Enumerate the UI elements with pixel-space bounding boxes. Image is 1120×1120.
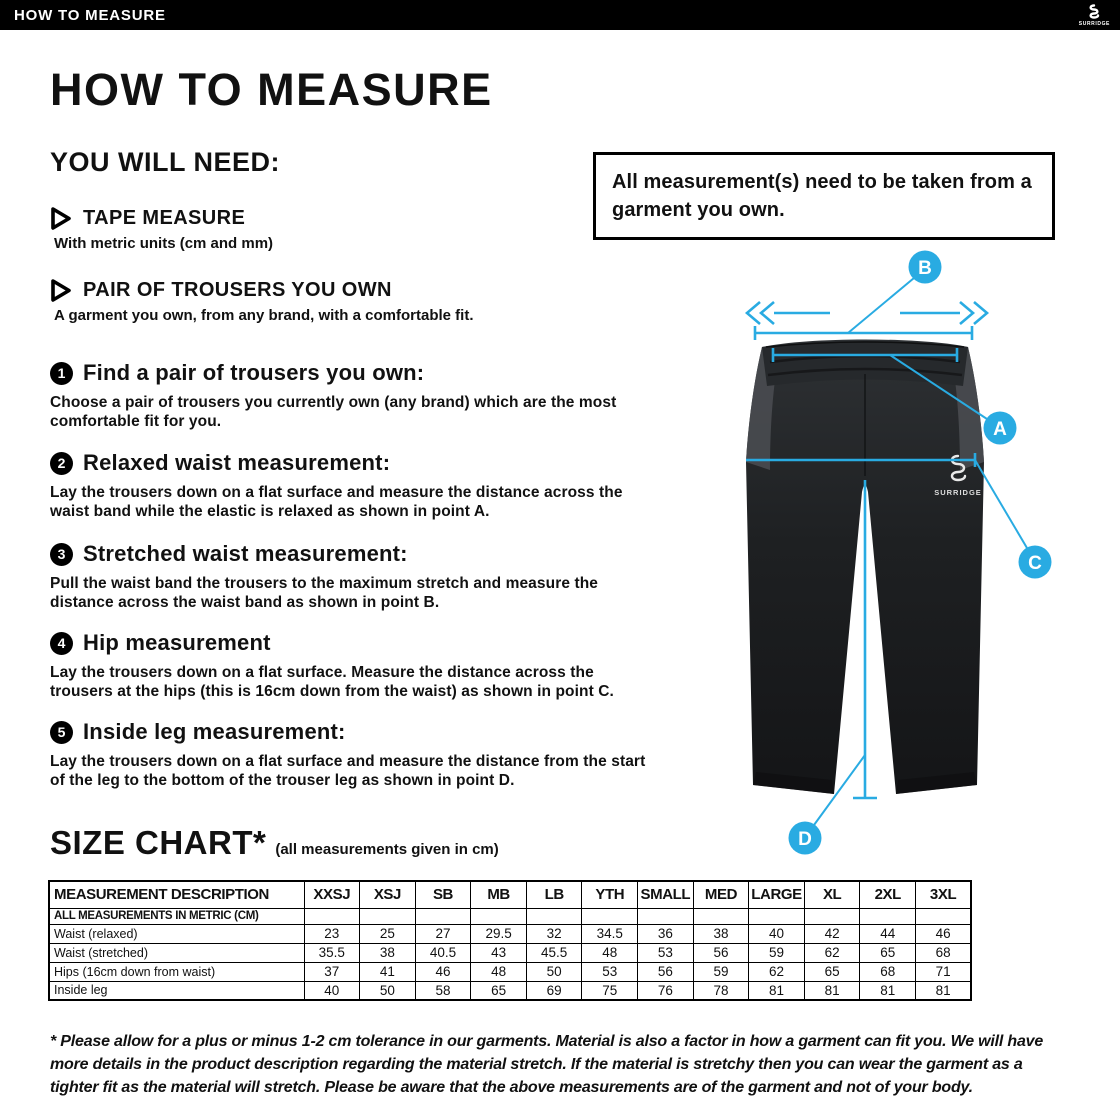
step-number-badge: 3	[50, 543, 73, 566]
top-bar-title: HOW TO MEASURE	[14, 6, 166, 24]
svg-text:D: D	[798, 829, 812, 850]
size-chart-title: SIZE CHART*	[50, 824, 267, 861]
size-value-cell: 37	[304, 962, 360, 981]
surridge-logo	[1079, 4, 1110, 27]
size-value-cell: 81	[804, 981, 860, 1000]
size-value-cell: 34.5	[582, 924, 638, 943]
empty-cell	[471, 908, 527, 924]
size-value-cell: 69	[526, 981, 582, 1000]
size-value-cell: 81	[916, 981, 972, 1000]
need-item-subtitle: With metric units (cm and mm)	[54, 235, 274, 252]
step-title: Find a pair of trousers you own:	[83, 360, 425, 385]
empty-cell	[582, 908, 638, 924]
column-header: XXSJ	[304, 881, 360, 908]
size-value-cell: 68	[860, 962, 916, 981]
step-title: Inside leg measurement:	[83, 719, 346, 744]
size-value-cell: 48	[471, 962, 527, 981]
point-d-badge	[789, 822, 822, 855]
step-body: Choose a pair of trousers you currently own (any brand) which are the most comfortable fit for you.	[50, 394, 617, 430]
top-bar	[0, 0, 1120, 30]
step-title: Hip measurement	[83, 630, 271, 655]
step-body: Lay the trousers down on a flat surface and measure the distance across the waist band while the elastic is relaxed as shown in point A.	[50, 484, 623, 520]
size-chart-header-row	[49, 881, 971, 908]
metric-note-row	[49, 908, 971, 924]
need-item-title: TAPE MEASURE	[83, 207, 246, 229]
svg-text:A: A	[993, 419, 1007, 440]
measurement-label-cell: Hips (16cm down from waist)	[49, 962, 304, 981]
size-value-cell: 50	[360, 981, 416, 1000]
svg-text:C: C	[1028, 553, 1042, 574]
size-value-cell: 81	[749, 981, 805, 1000]
column-header: MED	[693, 881, 749, 908]
size-value-cell: 58	[415, 981, 471, 1000]
column-header: YTH	[582, 881, 638, 908]
column-header: MB	[471, 881, 527, 908]
size-chart-table	[48, 880, 972, 1001]
point-b-badge	[909, 251, 942, 284]
column-header: XL	[804, 881, 860, 908]
size-row	[49, 981, 971, 1000]
column-header: LARGE	[749, 881, 805, 908]
size-value-cell: 71	[916, 962, 972, 981]
size-value-cell: 40	[749, 924, 805, 943]
size-value-cell: 36	[638, 924, 694, 943]
size-value-cell: 65	[860, 943, 916, 962]
size-value-cell: 40.5	[415, 943, 471, 962]
size-row	[49, 924, 971, 943]
need-item-title: PAIR OF TROUSERS YOU OWN	[83, 279, 392, 301]
note-box: All measurement(s) need to be taken from a garment you own.	[593, 152, 1055, 240]
need-item-trousers	[50, 278, 473, 324]
footer-disclaimer: * Please allow for a plus or minus 1-2 cm tolerance in our garments. Material is also a factor in how a garment can fit you. We will have more details in the product description regarding the material stretch. If the material is stretchy then you can wear the garment as a tighter fit as the material will stretch. Please be aware that the above measurements are of the garment and not of your body.	[50, 1033, 1044, 1096]
trousers-measurement-diagram	[730, 250, 1070, 872]
step-number-badge: 1	[50, 362, 73, 385]
column-header: SB	[415, 881, 471, 908]
surridge-wordmark: SURRIDGE	[1078, 20, 1110, 27]
size-value-cell: 43	[471, 943, 527, 962]
step-title: Relaxed waist measurement:	[83, 450, 391, 475]
empty-cell	[749, 908, 805, 924]
size-row	[49, 943, 971, 962]
svg-text:B: B	[918, 258, 932, 279]
column-header: LB	[526, 881, 582, 908]
size-value-cell: 35.5	[304, 943, 360, 962]
step-body: Lay the trousers down on a flat surface and measure the distance from the start of the leg to the bottom of the trouser leg as shown in point D.	[50, 753, 646, 789]
size-value-cell: 42	[804, 924, 860, 943]
size-value-cell: 38	[360, 943, 416, 962]
size-value-cell: 78	[693, 981, 749, 1000]
empty-cell	[860, 908, 916, 924]
size-chart-heading	[50, 824, 499, 862]
step-2	[50, 450, 650, 521]
size-value-cell: 65	[804, 962, 860, 981]
empty-cell	[804, 908, 860, 924]
size-value-cell: 76	[638, 981, 694, 1000]
size-value-cell: 23	[304, 924, 360, 943]
step-number-badge: 2	[50, 452, 73, 475]
column-header: SMALL	[638, 881, 694, 908]
measurement-label-cell: Waist (relaxed)	[49, 924, 304, 943]
empty-cell	[415, 908, 471, 924]
size-value-cell: 44	[860, 924, 916, 943]
size-value-cell: 40	[304, 981, 360, 1000]
size-value-cell: 25	[360, 924, 416, 943]
triangle-bullet-icon	[50, 206, 72, 231]
empty-cell	[304, 908, 360, 924]
empty-cell	[916, 908, 972, 924]
size-value-cell: 48	[582, 943, 638, 962]
empty-cell	[360, 908, 416, 924]
measurement-label-cell: Inside leg	[49, 981, 304, 1000]
size-value-cell: 56	[638, 962, 694, 981]
point-a-badge	[984, 412, 1017, 445]
size-value-cell: 38	[693, 924, 749, 943]
size-value-cell: 50	[526, 962, 582, 981]
size-value-cell: 46	[916, 924, 972, 943]
size-value-cell: 32	[526, 924, 582, 943]
size-value-cell: 53	[638, 943, 694, 962]
step-body: Pull the waist band the trousers to the maximum stretch and measure the distance across the waist band as shown in point B.	[50, 575, 599, 611]
size-row	[49, 962, 971, 981]
point-c-badge	[1019, 546, 1052, 579]
size-value-cell: 27	[415, 924, 471, 943]
size-value-cell: 75	[582, 981, 638, 1000]
need-item-tape-measure	[50, 206, 273, 252]
column-header: 3XL	[916, 881, 972, 908]
column-header: MEASUREMENT DESCRIPTION	[49, 881, 304, 908]
surridge-s-icon	[1085, 4, 1103, 21]
column-header: 2XL	[860, 881, 916, 908]
step-body: Lay the trousers down on a flat surface. Measure the distance across the trousers at the hips (this is 16cm down from the waist) as shown in point C.	[50, 664, 614, 700]
size-value-cell: 56	[693, 943, 749, 962]
you-will-need-heading: YOU WILL NEED:	[50, 147, 281, 177]
size-value-cell: 68	[916, 943, 972, 962]
metric-note-cell: ALL MEASUREMENTS IN METRIC (CM)	[49, 908, 304, 924]
size-value-cell: 81	[860, 981, 916, 1000]
size-value-cell: 65	[471, 981, 527, 1000]
step-4	[50, 630, 650, 701]
size-chart-subtitle: (all measurements given in cm)	[275, 841, 499, 858]
empty-cell	[526, 908, 582, 924]
size-value-cell: 62	[804, 943, 860, 962]
size-value-cell: 59	[749, 943, 805, 962]
size-value-cell: 46	[415, 962, 471, 981]
size-value-cell: 29.5	[471, 924, 527, 943]
empty-cell	[693, 908, 749, 924]
empty-cell	[638, 908, 694, 924]
svg-text:SURRIDGE: SURRIDGE	[934, 488, 982, 497]
step-title: Stretched waist measurement:	[83, 541, 408, 566]
step-3	[50, 541, 650, 612]
step-number-badge: 5	[50, 721, 73, 744]
size-value-cell: 41	[360, 962, 416, 981]
size-value-cell: 62	[749, 962, 805, 981]
column-header: XSJ	[360, 881, 416, 908]
step-5	[50, 719, 650, 790]
page-title: HOW TO MEASURE	[50, 64, 493, 115]
measurement-label-cell: Waist (stretched)	[49, 943, 304, 962]
size-value-cell: 45.5	[526, 943, 582, 962]
size-value-cell: 53	[582, 962, 638, 981]
step-1	[50, 360, 650, 431]
need-item-subtitle: A garment you own, from any brand, with a comfortable fit.	[54, 307, 474, 324]
step-number-badge: 4	[50, 632, 73, 655]
triangle-bullet-icon	[50, 278, 72, 303]
size-value-cell: 59	[693, 962, 749, 981]
